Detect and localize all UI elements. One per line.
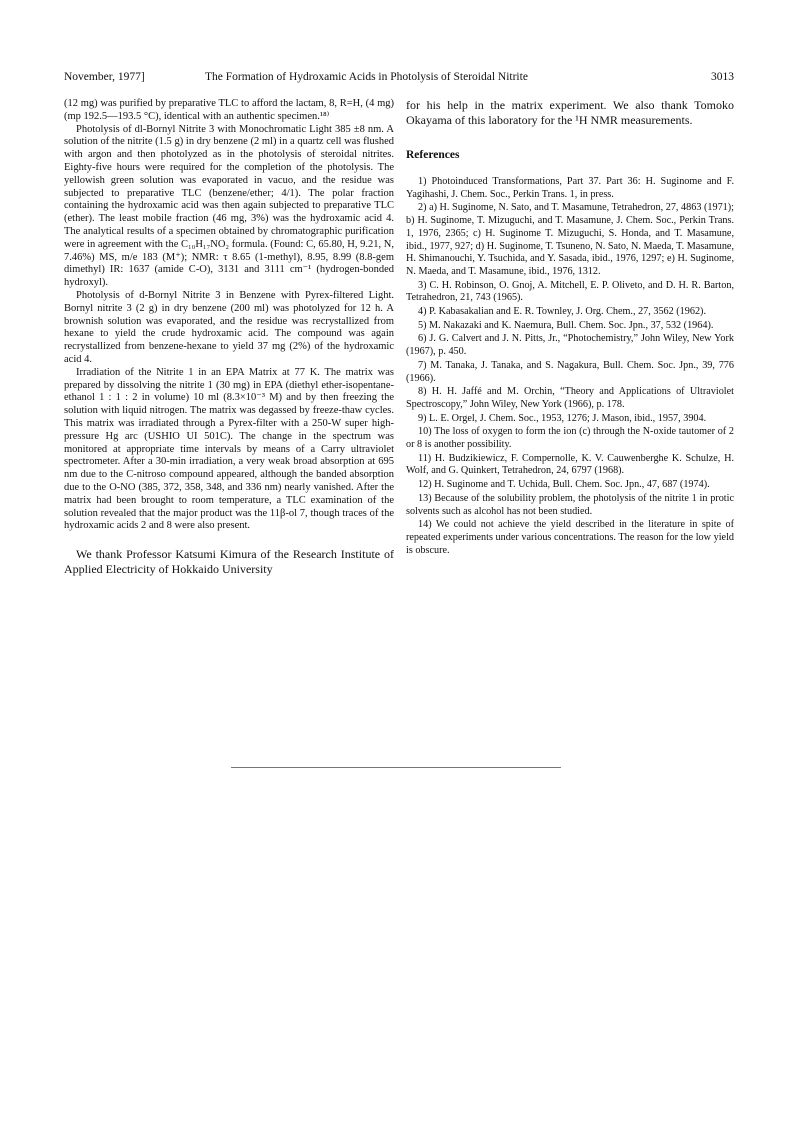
header-title: The Formation of Hydroxamic Acids in Photolysis of Steroidal Nitrite [205, 71, 528, 83]
reference-item: 11) H. Budzikiewicz, F. Compernolle, K. V. Cauwenberghe K. Schulze, H. Wolf, and G. Quinkert, Tetrahedron, 24, 6797 (1968). [406, 452, 734, 477]
reference-item: 2) a) H. Suginome, N. Sato, and T. Masamune, Tetrahedron, 27, 4863 (1971); b) H. Suginome, T. Mizuguchi, and T. Masamune, J. Chem. Soc., Perkin Trans. 1, 1976, 2365; c) H. Suginome T. Mizuguchi, S. Honda, and T. Masamune, ibid., 1977, 927; d) H. Suginome, T. Tsuneno, N. Sato, N. Maeda, T. Masamune, H. Shimanouchi, Y. Tsuchida, and Y. Sasada, ibid., 1976, 1297; e) H. Suginome, N. Maeda, and T. Masamune, ibid., 1976, 1312. [406, 202, 734, 277]
reference-item: 9) L. E. Orgel, J. Chem. Soc., 1953, 1276; J. Mason, ibid., 1957, 3904. [418, 412, 707, 424]
reference-item: 1) Photoinduced Transformations, Part 37. Part 36: H. Suginome and F. Yagihashi, J. Chem. Soc., Perkin Trans. 1, in press. [406, 175, 734, 200]
reference-item: 3) C. H. Robinson, O. Gnoj, A. Mitchell, E. P. Oliveto, and D. H. R. Barton, Tetrahedron, 21, 743 (1965). [406, 279, 734, 304]
acknowledgement: We thank Professor Katsumi Kimura of the Research Institute of Applied Electricity of Hokkaido University [64, 547, 394, 576]
reference-item: 6) J. G. Calvert and J. N. Pitts, Jr., “Photochemistry,” John Wiley, New York (1967), p. 450. [406, 333, 734, 358]
reference-item: 10) The loss of oxygen to form the ion (c) through the N-oxide tautomer of 2 or 8 is another possibility. [406, 426, 734, 451]
reference-item: 13) Because of the solubility problem, the photolysis of the nitrite 1 in protic solvents such as alcohol has not been studied. [406, 492, 734, 517]
reference-item: 12) H. Suginome and T. Uchida, Bull. Chem. Soc. Jpn., 47, 687 (1974). [418, 479, 710, 491]
experimental-paragraph: Irradiation of the Nitrite 1 in an EPA Matrix at 77 K. The matrix was prepared by dissolving the nitrite 1 (30 mg) in EPA (diethyl ether-isopentane-ethanol 1 : 1 : 2 in volume) 10 ml (8.3×10⁻³ M) and by then freezing the solution with liquid nitrogen. The matrix was degassed by freeze-thaw cycles. This matrix was irradiated through a Pyrex-filter with a 250-W super high-pressure Hg arc (USHIO UI 501C). The change in the spectrum was monitored at appropriate time intervals by means of a Carry ultraviolet spectrometer. After a 30-min irradiation, a very weak broad absorption at 695 nm due to the C-nitroso compound appeared, although the banded absorption due to the O-NO (385, 372, 358, 348, and 336 nm) nearly vanished. After the matrix had been brought to room temperature, a TLC examination of the solution revealed that the major product was the 11β-ol 7, though traces of the hydroxamic acids 2 and 8 were also present. [64, 366, 394, 532]
acknowledgement-continued: for his help in the matrix experiment. We also thank Tomoko Okayama of this laboratory for the ¹H NMR measurements. [406, 98, 734, 127]
references-heading: References [406, 149, 460, 162]
end-rule [231, 767, 561, 769]
reference-item: 8) H. H. Jaffé and M. Orchin, “Theory and Applications of Ultraviolet Spectroscopy,” John Wiley, New York (1966), p. 178. [406, 386, 734, 410]
reference-item: 7) M. Tanaka, J. Tanaka, and S. Nagakura, Bull. Chem. Soc. Jpn., 39, 776 (1966). [406, 359, 734, 384]
header-date: November, 1977] [64, 71, 145, 83]
running-header [64, 71, 734, 85]
reference-item: 5) M. Nakazaki and K. Naemura, Bull. Chem. Soc. Jpn., 37, 532 (1964). [418, 319, 714, 331]
experimental-paragraph: Photolysis of dl-Bornyl Nitrite 3 with Monochromatic Light 385 ±8 nm. A solution of the nitrite (1.5 g) in dry benzene (2 ml) in a quartz cell was flushed with argon and then photolyzed as in the photolysis of steroidal nitrites. Eighty-five hours were required for the completion of the photolysis. The yellowish green solution was evaporated in vacuo, and the residue was subjected to preparative TLC (benzene/ether; 4/1). The polar fraction containing the hydroxamic acid was then again subjected to preparative TLC (ether). The least mobile fraction (46 mg, 3%) was the hydroxamic acid 4. The analytical results of a specimen obtained by chromatographic purification were in agreement with the C₁₀H₁₇NO₂ formula. (Found: C, 65.80, H, 9.21, N, 7.46%) MS, m/e 183 (M⁺); NMR: τ 8.65 (1-methyl), 8.95, 8.99 (8.8-gem dimethyl) IR: 1637 (amide C-O), 3131 and 3111 cm⁻¹ (hydrogen-bonded hydroxyl). [64, 123, 394, 289]
reference-item: 14) We could not achieve the yield described in the literature in spite of repeated experiments under various concentrations. The reason for the low yield is obscure. [406, 519, 734, 556]
left-column [64, 98, 394, 576]
reference-item: 4) P. Kabasakalian and E. R. Townley, J. Org. Chem., 27, 3562 (1962). [418, 306, 706, 318]
experimental-paragraph: (12 mg) was purified by preparative TLC to afford the lactam, 8, R=H, (4 mg) (mp 192.5—193.5 °C), identical with an authentic specimen.¹⁸⁾ [64, 98, 394, 122]
header-page-number: 3013 [711, 71, 734, 83]
experimental-paragraph: Photolysis of d-Bornyl Nitrite 3 in Benzene with Pyrex-filtered Light. Bornyl nitrite 3 (2 g) in dry benzene (200 ml) was photolyzed for 12 h. A brownish solution was evaporated, and the residue was recrystallized from hexane to yield the crude hydroxamic acid. The compound was again recrystallized from benzene-hexane to yield 37 mg (2%) of the hydroxamic acid 4. [64, 289, 394, 365]
references-list [406, 176, 734, 557]
right-column [406, 98, 734, 558]
